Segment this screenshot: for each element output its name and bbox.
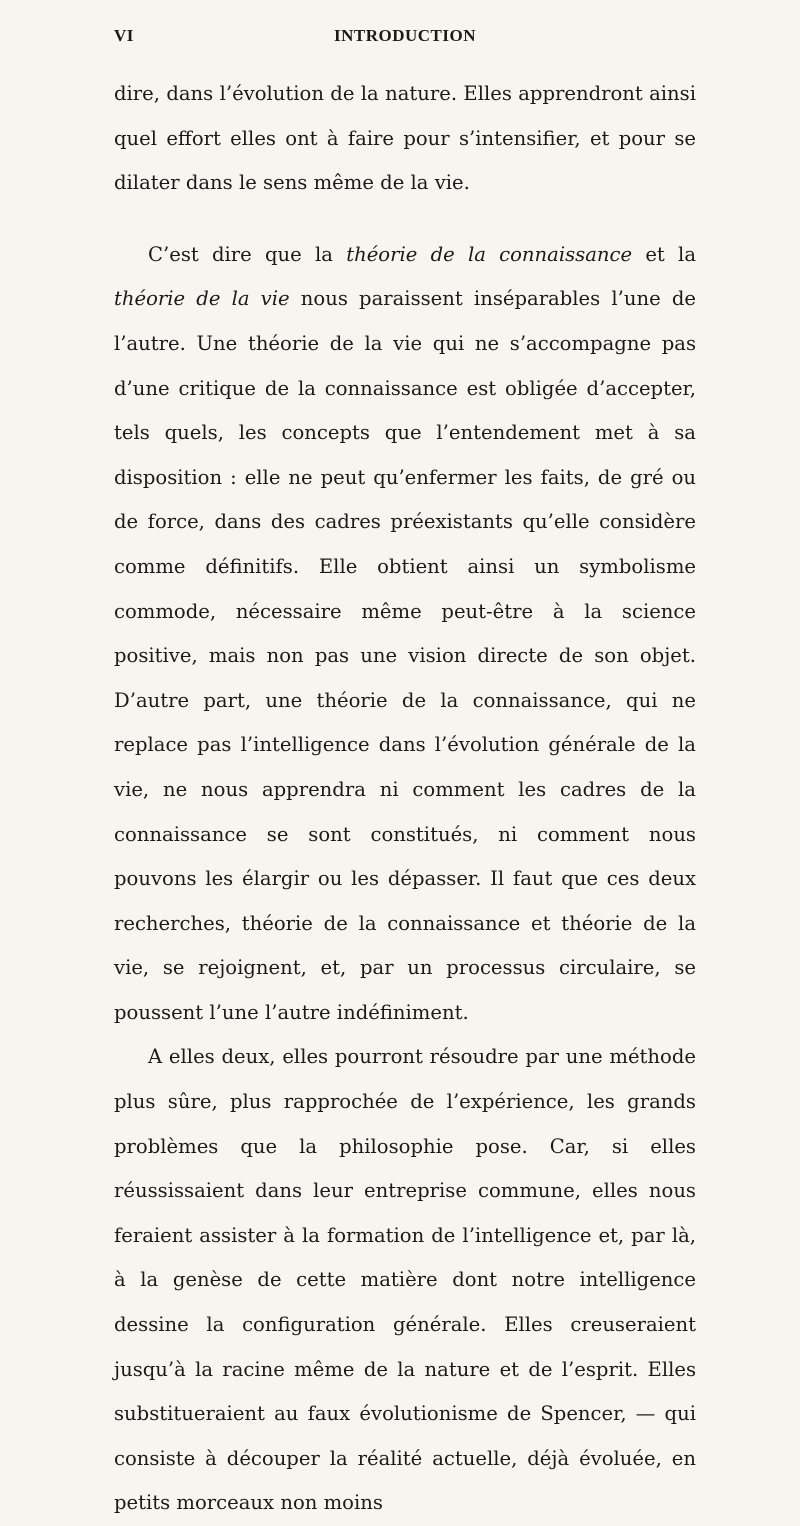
paragraph-2-mid: et la [632,242,697,266]
running-header [114,26,696,54]
body-text [114,72,696,1526]
paragraph-2-rest: nous paraissent inséparables l’une de l’autre. Une théorie de la vie qui ne s’accompagne pas d’une critique de la connaissance est obligée d’accepter, tels quels, les concepts que l’entendement met à sa disposition : elle ne peut qu’enfermer les faits, de gré ou de force, dans des cadres préexistants qu’elle considère comme définitifs. Elle obtient ainsi un symbolisme commode, nécessaire même peut-être à la science positive, mais non pas une vision directe de son objet. D’autre part, une théorie de la connaissance, qui ne replace pas l’intelligence dans l’évolution générale de la vie, ne nous apprendra ni comment les cadres de la connaissance se sont constitués, ni comment nous pouvons les élargir ou les dépasser. Il faut que ces deux recherches, théorie de la connaissance et théorie de la vie, se rejoignent, et, par un processus circulaire, se poussent l’une l’autre indéfiniment. [114,287,696,1024]
running-title: INTRODUCTION [333,26,477,45]
paragraph-1: dire, dans l’évolution de la nature. Elles apprendront ainsi quel effort elles ont à faire pour s’intensifier, et pour se dilater dans le sens même de la vie. [114,82,696,195]
page-number: VI [114,26,134,45]
paragraph-2 [114,233,696,1036]
paragraph-3: A elles deux, elles pourront résoudre par une méthode plus sûre, plus rapprochée de l’expérience, les grands problèmes que la philosophie pose. Car, si elles réussissaient dans leur entreprise commune, elles nous feraient assister à la formation de l’intelligence et, par là, à la genèse de cette matière dont notre intelligence dessine la configuration générale. Elles creuseraient jusqu’à la racine même de la nature et de l’esprit. Elles substitueraient au faux évolutionisme de Spencer, — qui consiste à découper la réalité actuelle, déjà évoluée, en petits morceaux non moins [114,1045,696,1515]
term-theory-of-life: théorie de la vie [114,287,290,311]
paragraph-2-start: C’est dire que la [148,242,347,266]
term-theory-of-knowledge: théorie de la connaissance [346,242,633,266]
